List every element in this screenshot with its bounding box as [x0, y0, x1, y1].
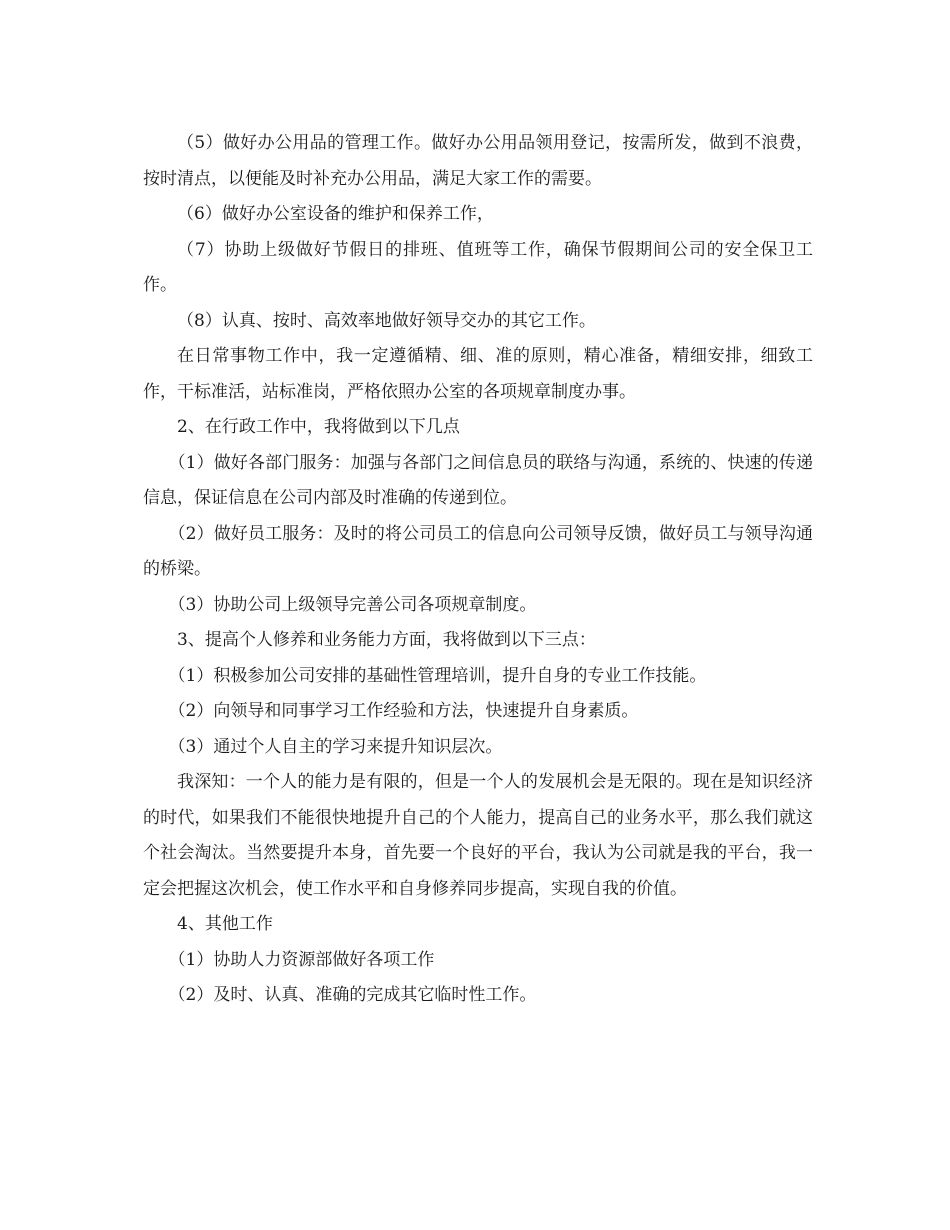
section-heading: 2、在行政工作中，我将做到以下几点: [177, 417, 460, 437]
paragraph: （2）及时、认真、准确的完成其它临时性工作。: [168, 985, 537, 1005]
paragraph: 在日常事物工作中，我一定遵循精、细、准的原则，精心准备，精细安排，细致工作，干标准活，站标准岗，严格依照办公室的各项规章制度办事。: [143, 346, 813, 402]
paragraph: （2）做好员工服务：及时的将公司员工的信息向公司领导反馈，做好员工与领导沟通的桥梁。: [143, 523, 813, 579]
paragraph: （3）协助公司上级领导完善公司各项规章制度。: [168, 594, 537, 615]
section-heading: 4、其他工作: [177, 914, 273, 934]
paragraph: 我深知：一个人的能力是有限的，但是一个人的发展机会是无限的。现在是知识经济的时代，如果我们不能很快地提升自己的个人能力，提高自己的业务水平，那么我们就这个社会淘汰。当然要提升本身，首先要一个良好的平台，我认为公司就是我的平台，我一定会把握这次机会，使工作水平和自身修养同步提高，实现自我的价值。: [143, 772, 813, 899]
section-heading: 3、提高个人修养和业务能力方面，我将做到以下三点：: [177, 630, 596, 650]
paragraph: （3）通过个人自主的学习来提升知识层次。: [168, 736, 503, 757]
paragraph: （1）协助人力资源部做好各项工作: [168, 949, 435, 970]
paragraph: （5）做好办公用品的管理工作。做好办公用品领用登记，按需所发，做到不浪费，按时清点，以便能及时补充办公用品，满足大家工作的需要。: [143, 133, 813, 189]
paragraph: （8）认真、按时、高效率地做好领导交办的其它工作。: [177, 310, 596, 331]
paragraph: （7）协助上级做好节假日的排班、值班等工作，确保节假期间公司的安全保卫工作。: [143, 239, 813, 295]
document-body: [143, 126, 813, 1014]
paragraph: （6）做好办公室设备的维护和保养工作，: [177, 204, 494, 224]
paragraph: （1）积极参加公司安排的基础性管理培训，提升自身的专业工作技能。: [168, 665, 707, 686]
paragraph: （1）做好各部门服务：加强与各部门之间信息员的联络与沟通，系统的、快速的传递信息，保证信息在公司内部及时准确的传递到位。: [143, 452, 813, 508]
paragraph: （2）向领导和同事学习工作经验和方法，快速提升自身素质。: [168, 701, 639, 721]
